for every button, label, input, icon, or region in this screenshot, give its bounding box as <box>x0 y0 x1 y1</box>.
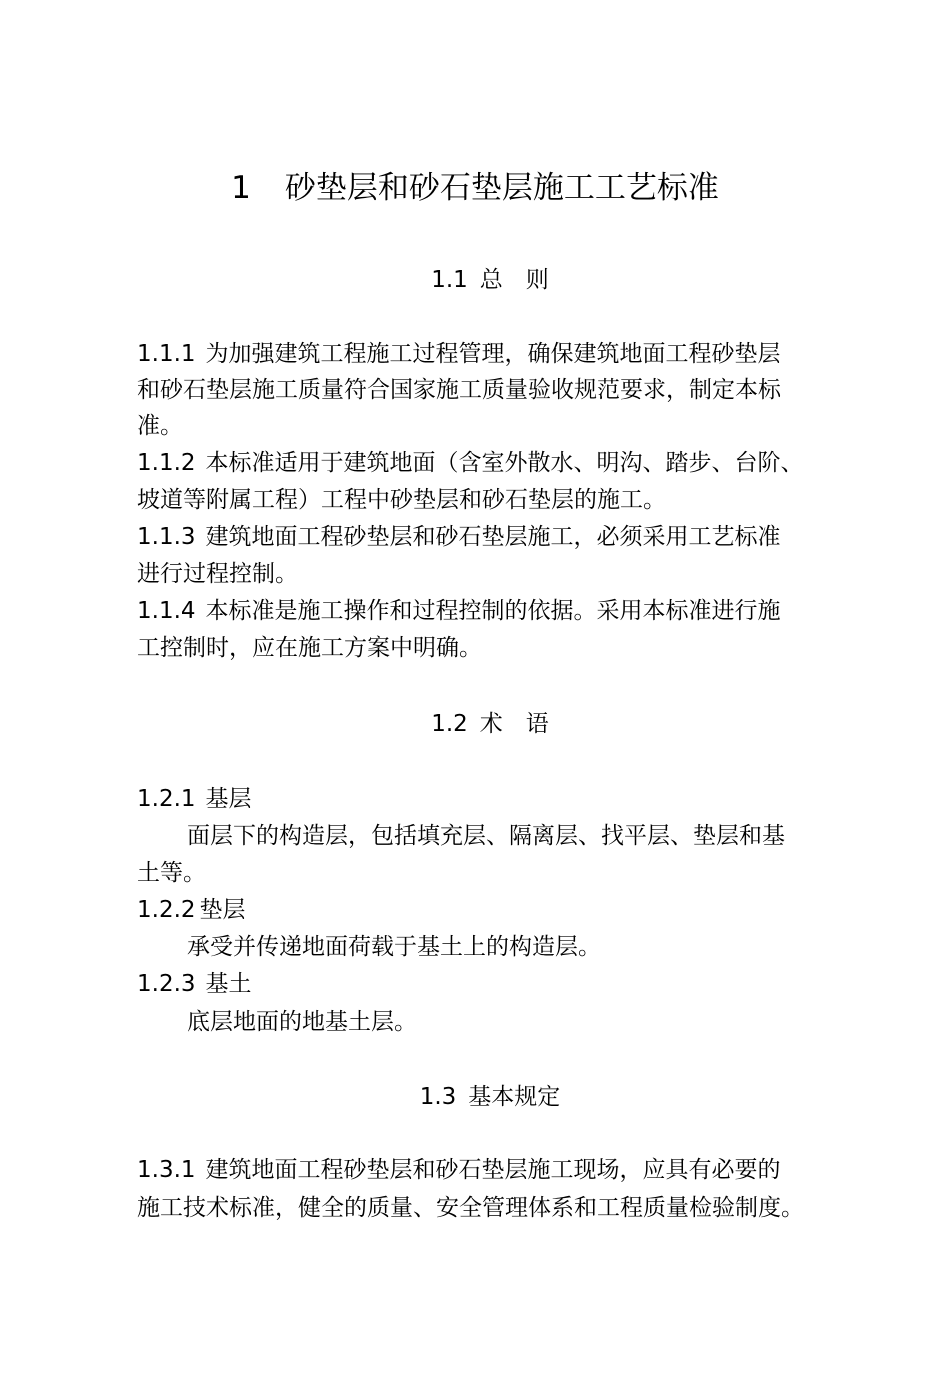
term-1-2-1-definition-line-1: 面层下的构造层，包括填充层、隔离层、找平层、垫层和基 <box>187 823 785 849</box>
clause-1-3-1-line-1 <box>137 1155 781 1185</box>
term-name: 垫层 <box>199 897 246 923</box>
section-title: 总 则 <box>479 267 549 293</box>
term-name: 基层 <box>205 786 252 812</box>
clause-text: 本标准是施工操作和过程控制的依据。采用本标准进行施 <box>205 598 781 624</box>
term-number: 1.2.3 <box>137 971 196 997</box>
clause-number: 1.1.3 <box>137 524 196 550</box>
clause-1-1-2-line-1 <box>137 448 804 478</box>
term-number: 1.2.1 <box>137 786 196 812</box>
clause-number: 1.1.4 <box>137 598 196 624</box>
clause-1-1-4-line-1 <box>137 596 781 626</box>
clause-text: 本标准适用于建筑地面（含室外散水、明沟、踏步、台阶、 <box>205 450 804 476</box>
term-1-2-2-heading <box>137 895 246 925</box>
section-number: 1.2 <box>431 711 468 737</box>
chapter-number: 1 <box>231 170 251 206</box>
section-number: 1.1 <box>431 267 468 293</box>
term-name: 基土 <box>205 971 252 997</box>
clause-1-1-2-line-2: 坡道等附属工程）工程中砂垫层和砂石垫层的施工。 <box>137 487 666 513</box>
clause-text: 为加强建筑工程施工过程管理，确保建筑地面工程砂垫层 <box>205 341 781 367</box>
clause-number: 1.1.2 <box>137 450 196 476</box>
term-1-2-3-definition-line-1: 底层地面的地基土层。 <box>187 1009 417 1035</box>
chapter-title <box>0 168 950 208</box>
clause-number: 1.1.1 <box>137 341 196 367</box>
clause-1-1-1-line-2: 和砂石垫层施工质量符合国家施工质量验收规范要求，制定本标 <box>137 377 781 403</box>
clause-text: 建筑地面工程砂垫层和砂石垫层施工，必须采用工艺标准 <box>205 524 781 550</box>
term-number: 1.2.2 <box>137 897 196 923</box>
clause-1-1-1-line-1 <box>137 339 781 369</box>
section-title: 术 语 <box>479 711 549 737</box>
section-heading-terms <box>0 709 950 739</box>
term-1-2-1-heading <box>137 784 252 814</box>
clause-1-1-3-line-1 <box>137 522 781 552</box>
clause-1-1-1-line-3: 准。 <box>137 413 183 439</box>
section-number: 1.3 <box>419 1084 457 1110</box>
clause-1-1-3-line-2: 进行过程控制。 <box>137 561 298 587</box>
chapter-title-text: 砂垫层和砂石垫层施工工艺标准 <box>284 170 719 206</box>
clause-1-3-1-line-2: 施工技术标准，健全的质量、安全管理体系和工程质量检验制度。 <box>137 1195 804 1221</box>
clause-text: 建筑地面工程砂垫层和砂石垫层施工现场，应具有必要的 <box>205 1157 781 1183</box>
clause-number: 1.3.1 <box>137 1157 196 1183</box>
section-heading-basic-provisions <box>0 1082 950 1112</box>
term-1-2-2-definition-line-1: 承受并传递地面荷载于基土上的构造层。 <box>187 934 601 960</box>
section-heading-general <box>0 265 950 295</box>
term-1-2-3-heading <box>137 969 252 999</box>
section-title: 基本规定 <box>468 1084 561 1110</box>
term-1-2-1-definition-line-2: 土等。 <box>137 860 206 886</box>
clause-1-1-4-line-2: 工控制时，应在施工方案中明确。 <box>137 635 482 661</box>
